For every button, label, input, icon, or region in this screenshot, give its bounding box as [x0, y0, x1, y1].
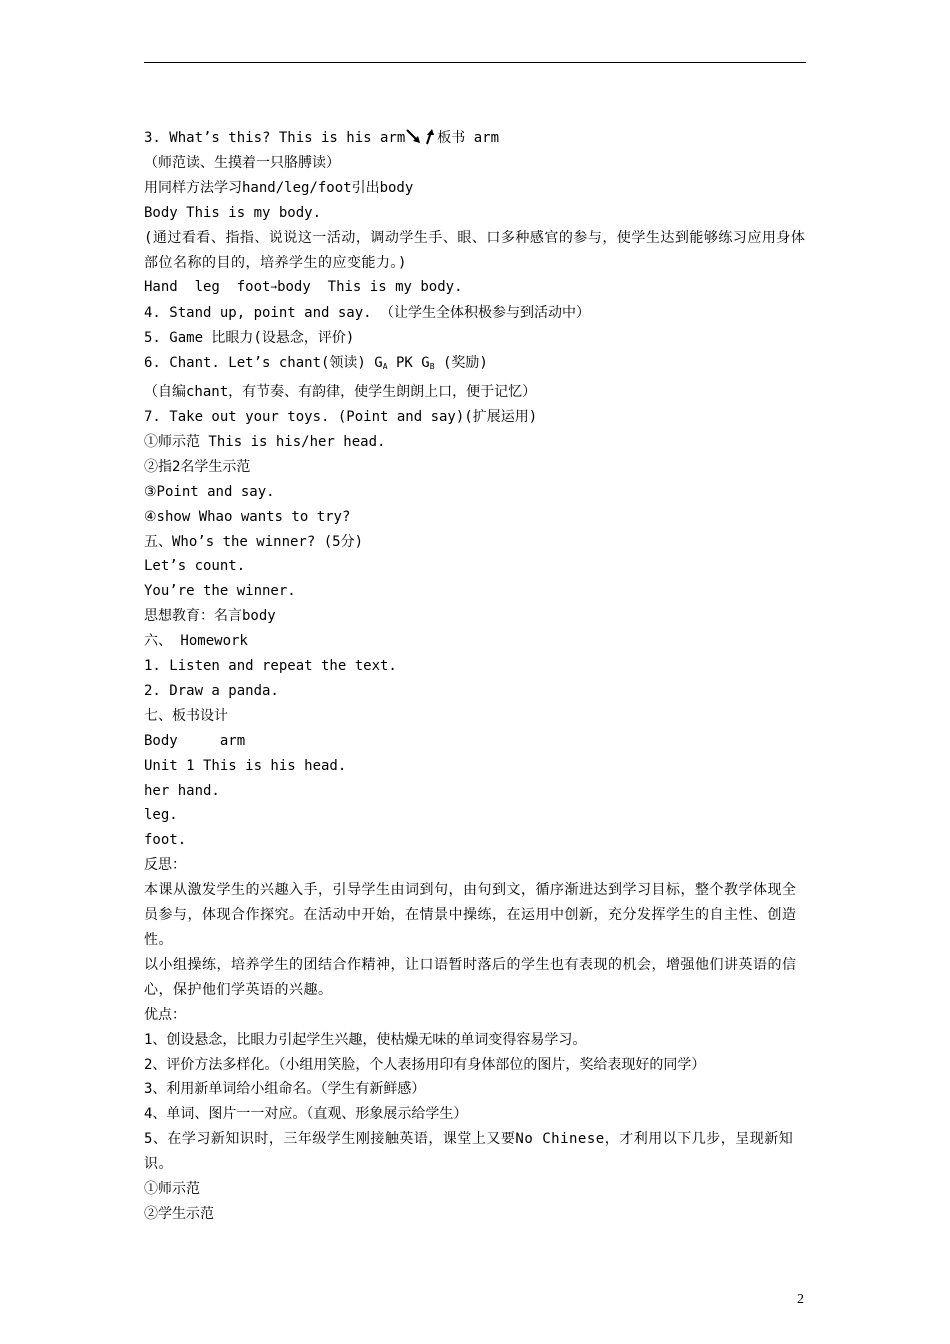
line-23: 七、板书设计 [144, 707, 228, 724]
line-21: 1. Listen and repeat the text. [144, 658, 397, 675]
line-24: Body arm [144, 732, 246, 749]
line-38: ①师示范 [144, 1181, 200, 1198]
line-31: 以小组操练，培养学生的团结合作精神，让口语暂时落后的学生也有表现的机会，增强他们讲英语的信心，保护他们学英语的兴趣。 [144, 956, 797, 998]
line-17: Let’s count. [144, 558, 246, 575]
header-rule [144, 62, 806, 63]
page-number: 2 [797, 1292, 804, 1307]
line-3: 用同样方法学习hand/leg/foot引出body [144, 179, 414, 196]
line-9 [144, 351, 808, 380]
line-2: （师范读、生摸着一只胳膊读） [144, 154, 340, 171]
line-1-board: 板书 arm [437, 130, 500, 146]
line-34: 2、评价方法多样化。（小组用笑脸，个人表扬用印有身体部位的图片，奖给表现好的同学） [144, 1056, 706, 1073]
line-18: You’re the winner. [144, 583, 296, 600]
line-6-words: Hand leg foot [144, 279, 271, 296]
line-4: Body This is my body. [144, 204, 322, 221]
line-36: 4、单词、图片一一对应。（直观、形象展示给学生） [144, 1106, 468, 1123]
line-11: 7. Take out your toys. (Point and say)(扩展运用) [144, 408, 538, 425]
line-10: （自编chant，有节奏、有韵律，使学生朗朗上口，便于记忆） [144, 384, 537, 401]
line-15: ④show Whao wants to try? [144, 508, 351, 525]
group-a-sub: A [382, 362, 388, 372]
line-33: 1、创设悬念，比眼力引起学生兴趣，使枯燥无味的单词变得容易学习。 [144, 1031, 587, 1048]
line-6 [144, 275, 808, 301]
line-6-body: body This is my body. [277, 279, 463, 296]
line-16: 五、Who’s the winner? (5分) [144, 533, 364, 550]
line-9-c: PK G [387, 355, 430, 372]
line-1-text: 3. What’s this? This is his arm [144, 130, 406, 146]
line-14: ③Point and say. [144, 483, 275, 500]
group-b-sub: B [429, 362, 435, 372]
line-22: 2. Draw a panda. [144, 682, 279, 699]
line-9-e: (奖励) [434, 355, 488, 372]
line-8: 5. Game 比眼力(设悬念，评价) [144, 330, 355, 347]
line-19: 思想教育：名言body [144, 608, 276, 625]
line-9-a: 6. Chant. Let’s chant(领读) G [144, 355, 383, 372]
line-25: Unit 1 This is his head. [144, 757, 347, 774]
line-35: 3、利用新单词给小组命名。（学生有新鲜感） [144, 1081, 426, 1098]
line-26: her hand. [144, 782, 220, 799]
intonation-arrows-icon [405, 127, 437, 147]
line-29: 反思： [144, 857, 186, 874]
line-37: 5、在学习新知识时，三年级学生刚接触英语，课堂上又要No Chinese，才利用以下几步，呈现新知识。 [144, 1131, 794, 1173]
line-20: 六、 Homework [144, 633, 248, 650]
line-39: ②学生示范 [144, 1205, 214, 1222]
line-30: 本课从激发学生的兴趣入手，引导学生由词到句，由句到文，循序渐进达到学习目标，整个教学体现全员参与，体现合作探究。在活动中开始，在情景中操练，在运用中创新，充分发挥学生的自主性、创造性。 [144, 882, 797, 948]
line-13: ②指2名学生示范 [144, 458, 251, 475]
document-body [144, 126, 808, 1227]
line-27: leg. [144, 807, 178, 824]
line-7: 4. Stand up, point and say. （让学生全体积极参与到活动中） [144, 305, 591, 322]
line-32: 优点： [144, 1006, 186, 1023]
line-5: (通过看看、指指、说说这一活动，调动学生手、眼、口多种感官的参与，使学生达到能够练习应用身体部位名称的目的，培养学生的应变能力。) [144, 229, 806, 271]
line-1 [144, 126, 808, 151]
right-arrow-icon: ➞ [270, 281, 278, 295]
line-12: ①师示范 This is his/her head. [144, 433, 386, 450]
line-28: foot. [144, 832, 187, 849]
